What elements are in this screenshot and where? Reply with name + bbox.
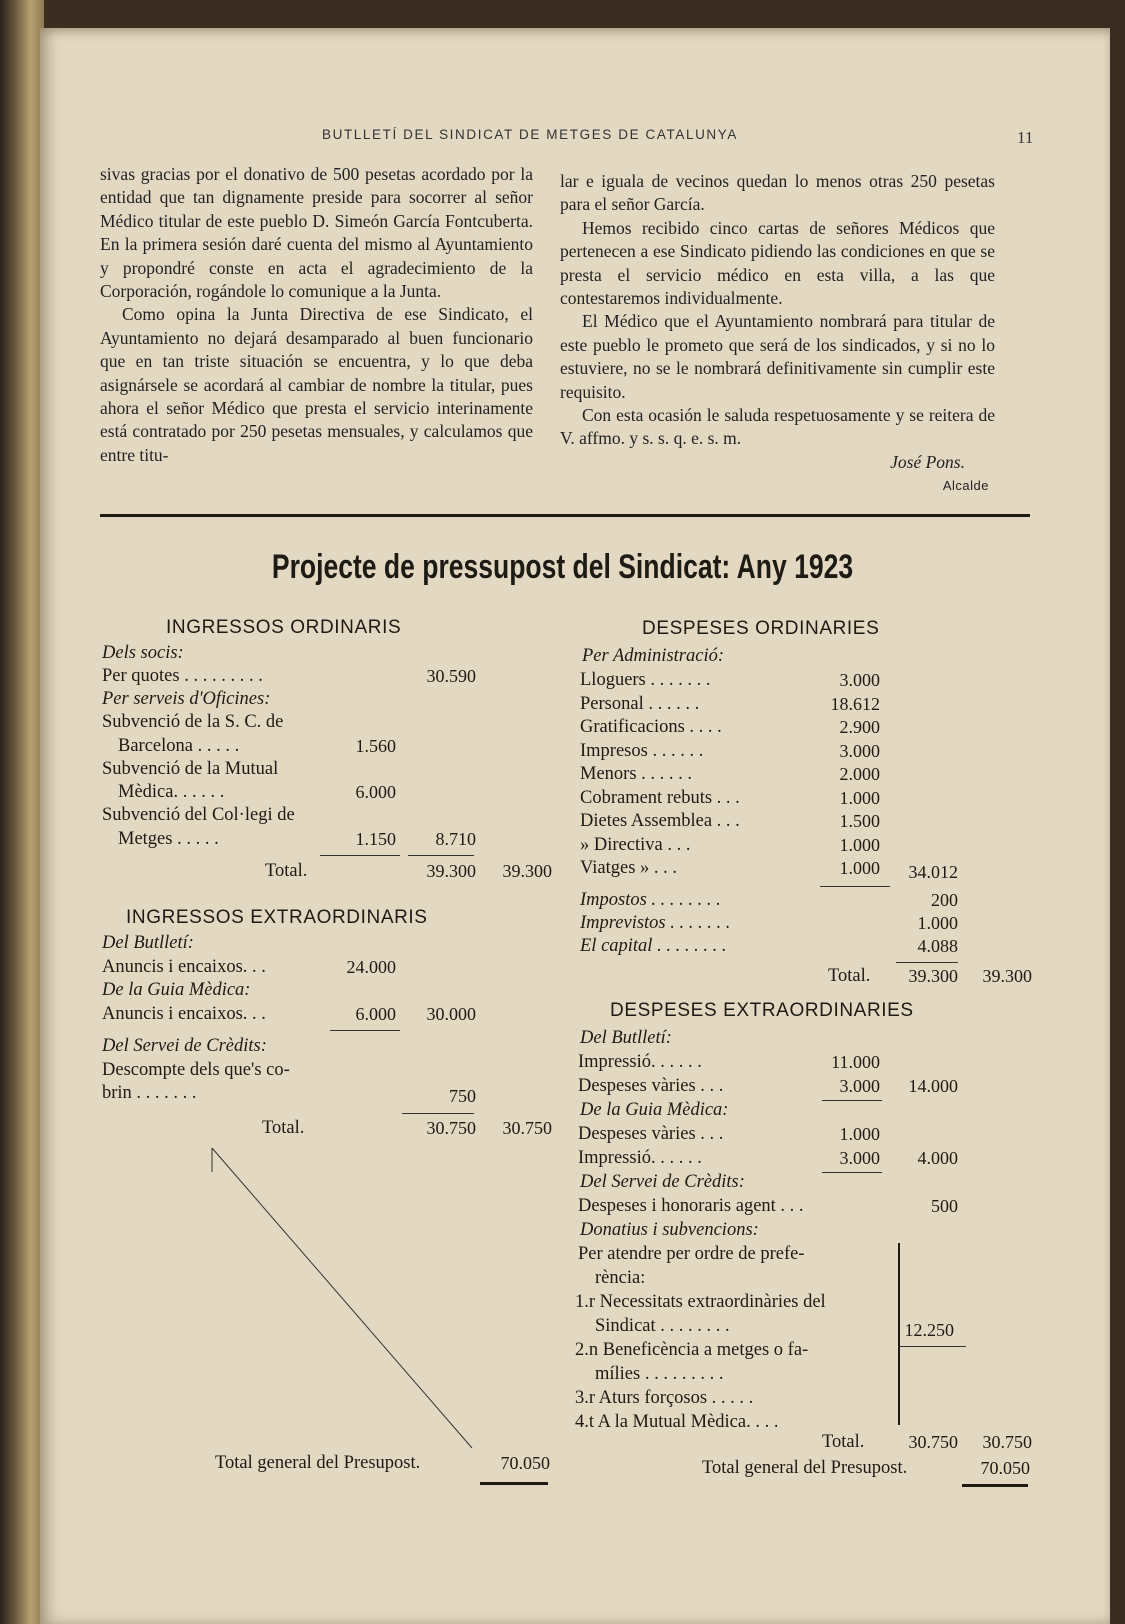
guia-heading: De la Guia Mèdica: [102,980,251,1000]
grand-total-rule [962,1484,1028,1487]
admin-item-label: » Directiva . . . [580,834,691,855]
oficines-total: 8.710 [435,829,476,849]
capital-label: El capital . . . . . . . . [580,936,727,956]
impressio-value: 3.000 [839,1148,880,1168]
butlleti-heading: Del Butlletí: [102,933,194,953]
impressio-label: Impressió. . . . . . [578,1148,702,1168]
admin-item-value: 18.612 [830,693,880,714]
anuncis-label: Anuncis i encaixos. . . [102,957,266,977]
donatius-item: 1.r Necessitats extraordinàries del [575,1292,826,1312]
admin-heading: Per Administració: [582,646,724,666]
ingressos-extraordinaris-heading: INGRESSOS EXTRAORDINARIS [126,907,428,928]
extraordinaris-total-value: 30.750 [502,1118,552,1138]
despeses-varies-label: Despeses vàries . . . [578,1124,724,1144]
admin-item-value: 2.900 [839,717,880,737]
letter-paragraph: lar e iguala de vecinos quedan lo menos otras 250 pesetas para el señor García. [560,171,995,215]
extraordinaris-total-value: 30.750 [426,1118,476,1138]
despeses-varies-value: 3.000 [839,1076,880,1096]
credits-heading: Del Servei de Crèdits: [102,1036,267,1056]
admin-item-label: Personal . . . . . . [580,693,700,714]
subtotal-rule [822,1172,882,1173]
sub-collegi-label: Subvenció del Col·legi de [102,805,295,825]
admin-item-value: 3.000 [839,670,880,690]
donatius-heading: Donatius i subvencions: [580,1220,759,1240]
quotes-value: 30.590 [426,666,476,686]
agent-value: 500 [931,1196,958,1216]
impostos-label: Impostos . . . . . . . . [580,890,721,910]
impressio-value: 11.000 [831,1052,880,1072]
butlleti-heading: Del Butlletí: [580,1028,672,1048]
letter-paragraph: sivas gracias por el donativo de 500 pesetas acordado por la entidad que tan dignamente preside para socorrer al señor Médico titular de este pueblo D. Simeón García Fontcuberta. En la primera sesión daré cuenta del mismo al Ayuntamiento y propondré conste en acta el agradecimiento de la Corporación, rogándole lo comunique a la Junta. [100,164,533,302]
credits-heading: Del Servei de Crèdits: [580,1172,745,1192]
subtotal-rule [820,886,890,887]
admin-item-value: 1.000 [839,834,880,855]
extraordinaries-total-value: 30.750 [908,1432,958,1452]
imprevistos-value: 1.000 [917,913,958,933]
donatius-value: 12.250 [904,1320,954,1340]
subtotal-rule [898,1346,966,1347]
anuncis-value: 6.000 [355,1004,396,1024]
impressio-label: Impressió. . . . . . [578,1052,702,1072]
admin-item-label: Gratificacions . . . . [580,717,722,737]
donatius-item: 4.t A la Mutual Mèdica. . . . [575,1412,779,1432]
despeses-extraordinaries-heading: DESPESES EXTRAORDINARIES [610,1000,914,1021]
sub-sc-value: 1.560 [355,736,396,756]
sub-mutual-label: Mèdica. . . . . . [118,782,225,802]
capital-value: 4.088 [917,936,958,956]
agent-label: Despeses i honoraris agent . . . [578,1196,804,1216]
despeses-varies-label: Despeses vàries . . . [578,1076,724,1096]
letter-paragraph: El Médico que el Ayuntamiento nombrará para titular de este pueblo le prometo que será de los sindicados, y si no lo estuviere, no se le nombrará definitivamente sin cumplir este requisito. [560,311,995,402]
sub-sc-label: Barcelona . . . . . [118,736,240,756]
oficines-heading: Per serveis d'Oficines: [102,689,271,709]
ingressos-ordinaris-heading: INGRESSOS ORDINARIS [166,617,402,638]
donatius-item: Sindicat . . . . . . . . [595,1316,730,1336]
admin-item-label: Cobrament rebuts . . . [580,787,740,808]
right-grand-total-value: 70.050 [980,1458,1030,1478]
left-grand-total-label: Total general del Presupost. [215,1453,421,1473]
sub-mutual-value: 6.000 [355,782,396,802]
guia-subtotal: 4.000 [917,1148,958,1168]
descompte-label: brin . . . . . . . [102,1083,197,1103]
subtotal-rule [822,1100,882,1101]
subtotal-rule [896,962,958,963]
grand-total-rule [480,1482,548,1485]
admin-item-value: 2.000 [839,764,880,784]
donatius-item: 3.r Aturs forçosos . . . . . [575,1388,754,1408]
ordinaris-total-label: Total. [265,861,308,881]
running-header: BUTLLETÍ DEL SINDICAT DE METGES DE CATALUNYA [322,127,738,142]
despeses-varies-value: 1.000 [839,1124,880,1144]
admin-total: 34.012 [908,862,958,882]
signature-title: Alcalde [942,478,989,494]
descompte-label: Descompte dels que's co- [102,1060,290,1080]
admin-item-label: Lloguers . . . . . . . [580,670,711,690]
admin-item-label: Menors . . . . . . [580,764,693,784]
imprevistos-label: Imprevistos . . . . . . . [580,913,731,933]
donatius-item: 2.n Beneficència a metges o fa- [575,1340,809,1360]
letter-paragraph: Como opina la Junta Directiva de ese Sindicato, el Ayuntamiento no dejará desamparado al buen funcionario que en tan triste situación se encuentra, y lo que deba asignársele se acordará al cambiar de nombre la titular, pues ahora el señor Médico que presta el servicio interinamente está contratado por 250 pesetas mensuales, y calculamos que entre titu- [100,304,533,465]
admin-item-value: 1.000 [839,858,880,878]
left-grand-total-value: 70.050 [500,1453,550,1473]
guia-heading: De la Guia Mèdica: [580,1100,729,1120]
right-grand-total-label: Total general del Presupost. [702,1458,908,1478]
anuncis-label: Anuncis i encaixos. . . [102,1004,266,1024]
guia-subtotal: 30.000 [426,1004,476,1024]
despeses-ordinaries-heading: DESPESES ORDINARIES [642,618,880,639]
donatius-item: mílies . . . . . . . . . [595,1364,724,1384]
admin-item-label: Dietes Assemblea . . . [580,811,740,831]
quotes-label: Per quotes . . . . . . . . . [102,666,263,686]
sub-collegi-label: Metges . . . . . [118,829,219,849]
budget-title: Projecte de pressupost del Sindicat: Any 1923 [271,548,854,586]
sub-collegi-value: 1.150 [355,829,396,849]
extraordinaris-total-label: Total. [262,1118,305,1138]
extraordinaries-total-label: Total. [822,1432,865,1452]
letter-paragraph: Hemos recibido cinco cartas de señores Médicos que pertenecen a ese Sindicato pidiendo las condiciones en que se presta el servicio médico en esta villa, a las que contestaremos individualmente. [560,217,995,309]
anuncis-value: 24.000 [346,957,396,977]
socis-heading: Dels socis: [102,643,184,663]
ordinaris-total-value: 39.300 [502,861,552,881]
impostos-value: 200 [931,890,958,910]
ordinaries-total-value: 39.300 [908,966,958,986]
sub-sc-label: Subvenció de la S. C. de [102,712,284,732]
sub-mutual-label: Subvenció de la Mutual [102,759,279,779]
descompte-value: 750 [449,1086,476,1106]
donatius-intro: rència: [595,1268,646,1288]
butlleti-subtotal: 14.000 [908,1076,958,1096]
signature: José Pons. [890,451,965,472]
donatius-intro: Per atendre per ordre de prefe- [578,1244,805,1264]
page-number: 11 [1017,128,1034,147]
letter-paragraph: Con esta ocasión le saluda respetuosamente y se reitera de V. affmo. y s. s. q. e. s. m. [560,405,995,449]
admin-item-value: 1.000 [839,787,880,808]
ordinaries-total-value: 39.300 [982,966,1032,986]
admin-item-label: Viatges » . . . [580,858,678,878]
ordinaries-total-label: Total. [828,966,871,986]
admin-item-value: 3.000 [839,740,880,761]
admin-item-label: Impresos . . . . . . [580,740,704,761]
ordinaris-total-value: 39.300 [426,861,476,881]
admin-item-value: 1.500 [839,811,880,831]
extraordinaries-total-value: 30.750 [982,1432,1032,1452]
